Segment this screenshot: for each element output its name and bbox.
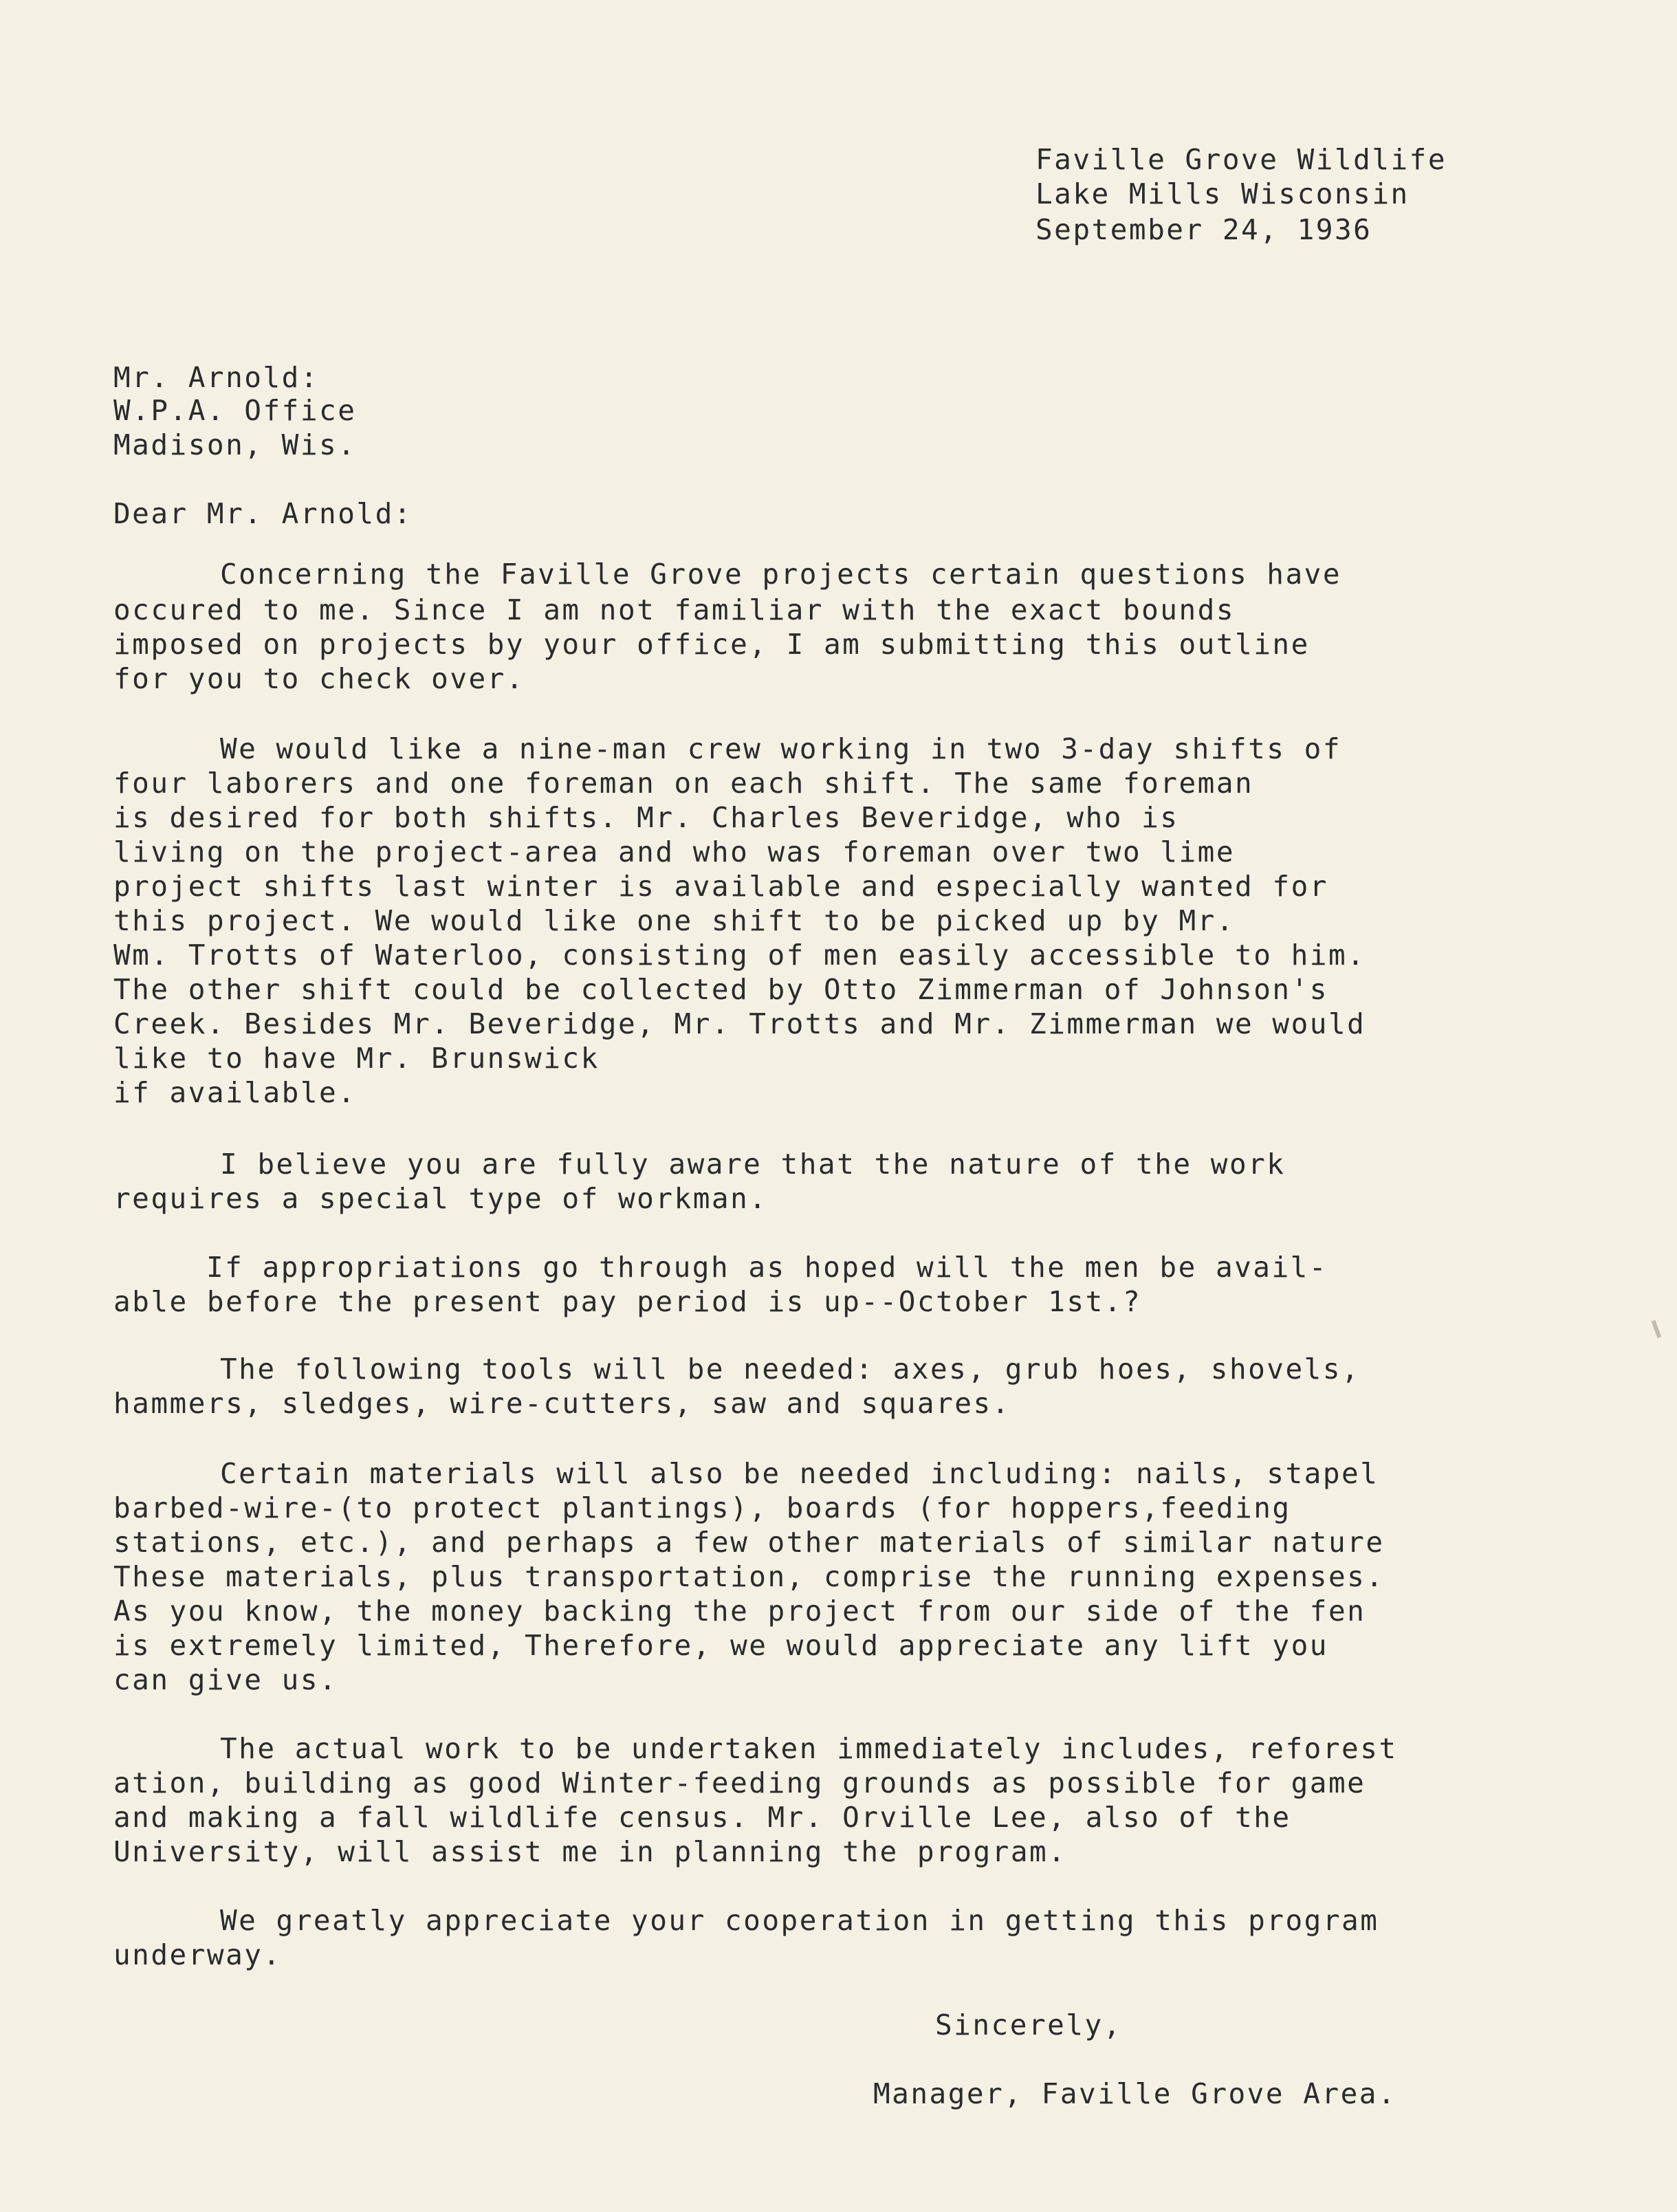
body-line: ation, building as good Winter-feeding grounds as possible for game [113,1766,1366,1799]
body-line: is extremely limited, Therefore, we would appreciate any lift you [113,1629,1328,1662]
body-line: project shifts last winter is available and especially wanted for [113,870,1328,903]
body-line: University, will assist me in planning the program. [113,1835,1067,1868]
body-line: barbed-wire-(to protect plantings), boards (for hoppers,feeding [113,1491,1291,1524]
body-line: The actual work to be undertaken immediately includes, reforest [220,1732,1398,1765]
body-line: These materials, plus transportation, comprise the running expenses. [113,1560,1385,1593]
body-line: for you to check over. [113,662,525,695]
date-line: September 24, 1936 [1035,213,1372,246]
recipient-office: W.P.A. Office [113,394,357,427]
body-line: and making a fall wildlife census. Mr. Orville Lee, also of the [113,1801,1291,1834]
body-line: living on the project-area and who was foreman over two lime [113,835,1236,868]
paper-edge-mark [1652,1320,1662,1338]
salutation: Dear Mr. Arnold: [113,497,413,530]
body-line: As you know, the money backing the project from our side of the fen [113,1595,1366,1628]
body-line: The following tools will be needed: axes, grub hoes, shovels, [220,1353,1361,1386]
body-line: if available. [113,1076,357,1109]
return-address-line-1: Faville Grove Wildlife [1035,143,1447,176]
body-line: Concerning the Faville Grove projects certain questions have [220,558,1342,591]
body-line: hammers, sledges, wire-cutters, saw and squares. [113,1387,1011,1420]
body-line: I believe you are fully aware that the nature of the work [220,1148,1286,1181]
body-line: imposed on projects by your office, I am submitting this outline [113,628,1310,661]
body-line: We greatly appreciate your cooperation in getting this program [220,1904,1379,1937]
body-line: this project. We would like one shift to be picked up by Mr. [113,904,1236,937]
body-line: occured to me. Since I am not familiar with the exact bounds [113,593,1236,626]
recipient-city: Madison, Wis. [113,428,357,461]
body-line: If appropriations go through as hoped will the men be avail- [206,1251,1328,1284]
body-line: The other shift could be collected by Otto Zimmerman of Johnson's [113,973,1328,1006]
body-line: able before the present pay period is up--October 1st.? [113,1285,1142,1318]
body-line: four laborers and one foreman on each shift. The same foreman [113,767,1254,800]
body-line: Wm. Trotts of Waterloo, consisting of men easily accessible to him. [113,939,1366,972]
body-line: Creek. Besides Mr. Beveridge, Mr. Trotts and Mr. Zimmerman we would [113,1007,1366,1040]
signature-title: Manager, Faville Grove Area. [873,2077,1397,2110]
body-line: stations, etc.), and perhaps a few other materials of similar nature [113,1526,1385,1559]
body-line: like to have Mr. Brunswick [113,1042,600,1075]
body-line: can give us. [113,1663,338,1696]
body-line: is desired for both shifts. Mr. Charles Beveridge, who is [113,801,1179,834]
closing: Sincerely, [935,2008,1122,2041]
body-line: We would like a nine-man crew working in two 3-day shifts of [220,732,1342,765]
return-address-line-2: Lake Mills Wisconsin [1035,177,1410,210]
body-line: requires a special type of workman. [113,1182,768,1215]
recipient-name: Mr. Arnold: [113,361,320,394]
body-line: Certain materials will also be needed including: nails, stapel [220,1457,1379,1490]
body-line: underway. [113,1938,282,1971]
